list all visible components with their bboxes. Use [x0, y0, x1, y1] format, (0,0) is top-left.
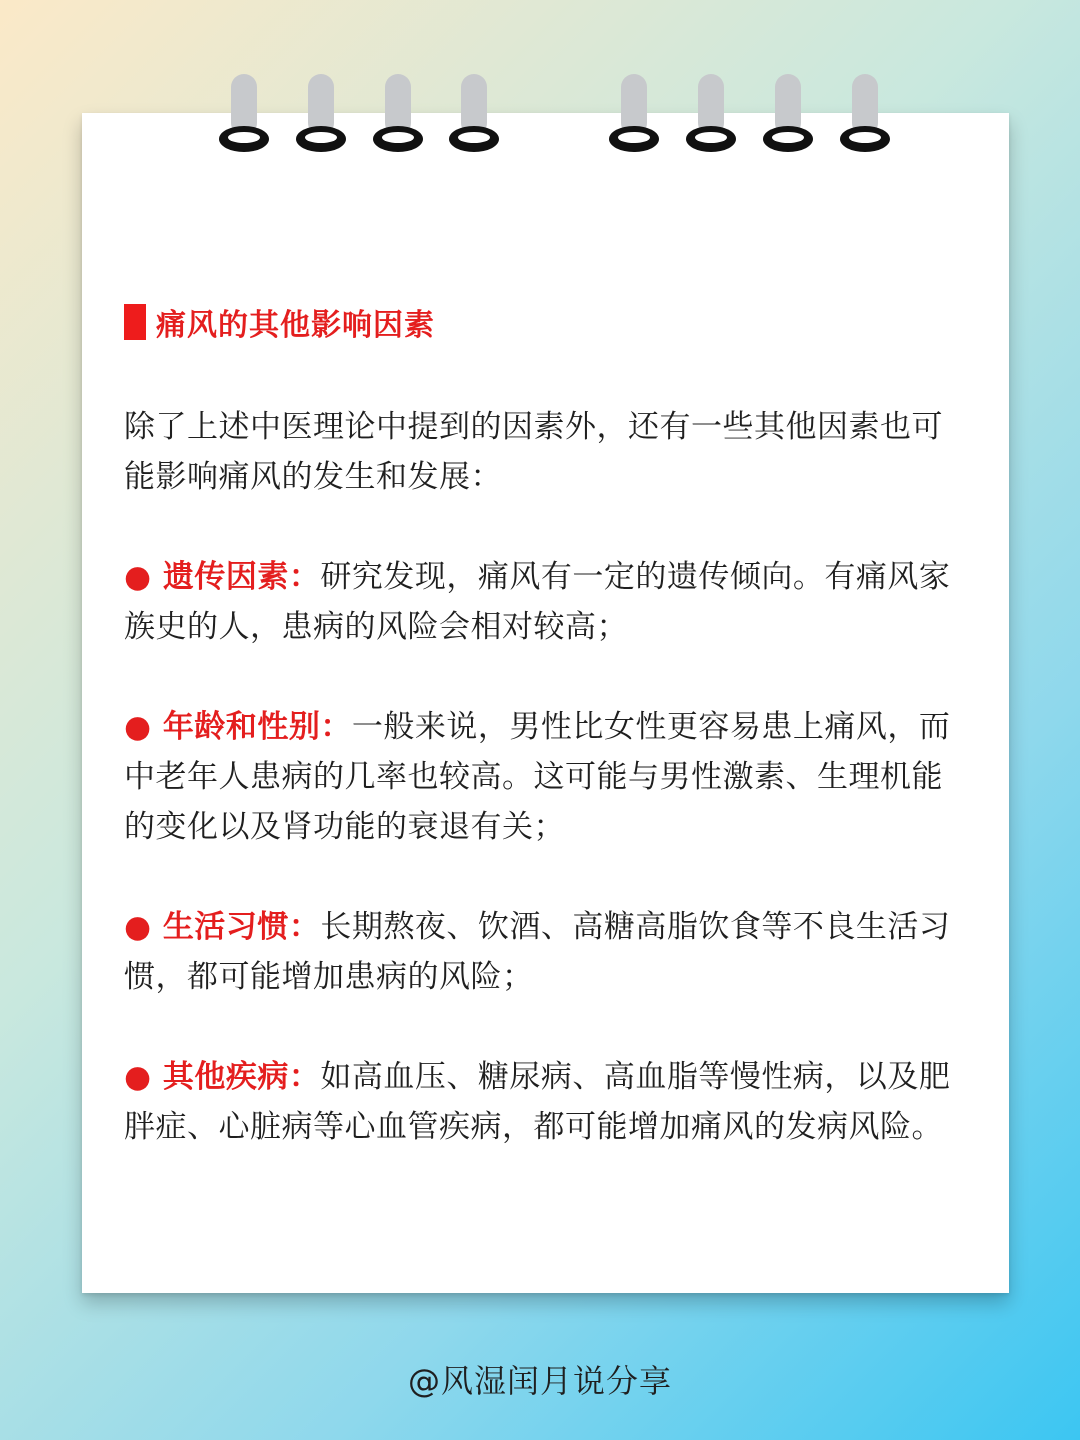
heading-marker-icon — [124, 304, 146, 340]
bullet-icon: ● — [124, 559, 152, 595]
factor-item-other-diseases — [124, 1052, 964, 1152]
bullet-icon: ● — [124, 1059, 152, 1095]
factor-text: 长期熬夜、饮酒、高糖高脂饮食等不良生活习惯，都可能增加患病的风险； — [124, 909, 951, 995]
factor-text: 一般来说，男性比女性更容易患上痛风，而中老年人患病的几率也较高。这可能与男性激素、生理机能的变化以及肾功能的衰退有关； — [124, 709, 951, 845]
factor-item-age-gender — [124, 702, 964, 852]
bullet-icon: ● — [124, 909, 152, 945]
factor-text: 如高血压、糖尿病、高血脂等慢性病，以及肥胖症、心脏病等心血管疾病，都可能增加痛风的发病风险。 — [124, 1059, 951, 1145]
bullet-icon: ● — [124, 709, 152, 745]
factor-label: 遗传因素： — [162, 559, 321, 595]
intro-paragraph: 除了上述中医理论中提到的因素外，还有一些其他因素也可能影响痛风的发生和发展： — [124, 409, 943, 495]
binder-ring-icon — [296, 74, 346, 154]
binder-ring-icon — [373, 74, 423, 154]
heading-text: 痛风的其他影响因素 — [156, 308, 435, 343]
binder-ring-icon — [449, 74, 499, 154]
binder-ring-icon — [686, 74, 736, 154]
factor-text: 研究发现，痛风有一定的遗传倾向。有痛风家族史的人，患病的风险会相对较高； — [124, 559, 951, 645]
factor-item-genetics — [124, 552, 964, 652]
author-footer: @风湿闰月说分享 — [407, 1362, 672, 1400]
section-heading — [124, 300, 964, 344]
binder-ring-icon — [609, 74, 659, 154]
factor-label: 年龄和性别： — [162, 709, 352, 745]
binder-ring-icon — [219, 74, 269, 154]
factor-label: 生活习惯： — [162, 909, 321, 945]
note-content — [124, 300, 964, 1202]
factor-label: 其他疾病： — [162, 1059, 321, 1095]
binder-ring-icon — [763, 74, 813, 154]
binder-ring-icon — [840, 74, 890, 154]
factor-item-lifestyle — [124, 902, 964, 1002]
